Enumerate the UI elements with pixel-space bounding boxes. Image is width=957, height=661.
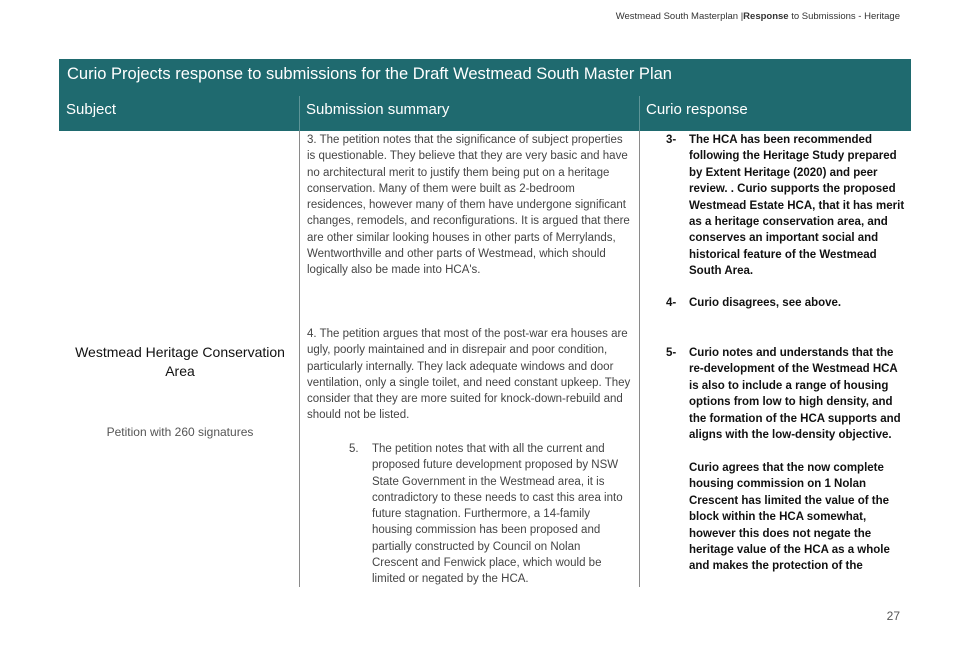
table-title: Curio Projects response to submissions for the Draft Westmead South Master Plan	[59, 59, 911, 96]
running-header	[616, 11, 900, 22]
response-item-3-text: The HCA has been recommended following the Heritage Study prepared by Extent Heritage (2020) and peer review. . Curio supports the proposed Westmead Estate HCA, that it has merit as a heritage conservation area, and conserves an important social and historical feature of the Westmead South Area.	[689, 134, 905, 278]
column-divider	[639, 131, 640, 587]
column-header-summary: Submission summary	[299, 96, 639, 131]
header-prefix: Westmead South Masterplan |	[615, 11, 744, 22]
column-header-subject: Subject	[59, 96, 299, 131]
subject-title: Westmead Heritage Conservation Area	[75, 344, 285, 379]
response-item-5-text: Curio notes and understands that the re-development of the Westmead HCA is also to include a range of housing options from low to high density, and the formation of the HCA supports and aligns with the low-density objective.	[689, 347, 901, 442]
response-item-4-number: 4-	[666, 297, 677, 309]
summary-item-5-number: 5.	[349, 443, 359, 455]
response-item-5-continued: Curio agrees that the now complete housing commission on 1 Nolan Crescent has limited the value of the block within the HCA somewhat, however this does not negate the heritage value of the HCA as a whole and makes the protection of the	[689, 462, 890, 573]
header-divider	[639, 96, 640, 131]
subject-subtitle: Petition with 260 signatures	[106, 425, 254, 439]
column-header-response: Curio response	[639, 96, 911, 131]
summary-item-5-text: The petition notes that with all the current and proposed future development proposed by NSW State Government in the Westmead area, it is contradictory to these needs to cast this area into future stagnation. Furthermore, a 14-family housing commission has been proposed and partially constructed by Council on Nolan Crescent and Fenwick place, which would be limited or negated by the HCA.	[372, 443, 623, 586]
header-bold: Response	[743, 11, 789, 22]
summary-item-4: 4. The petition argues that most of the post-war era houses are ugly, poorly maintained and in disrepair and poor condition, particularly internally. They lack adequate windows and door ventilation, only a single toilet, and need constant upkeep. They consider that they are more suited for knock-down-rebuild and should not be listed.	[307, 328, 631, 422]
summary-item-3: 3. The petition notes that the significance of subject properties is questionable. They believe that they are very basic and have no architectural merit to justify them being put on a heritage conservation. Many of them were built as 2-bedroom residences, however many of them have undergone significant changes, remodels, and reconfigurations. It is argued that there are other similar looking houses in other parts of Merrylands, Wentworthville and other parts of Westmead, which should logically also be made into HCA's.	[307, 134, 630, 277]
response-item-4-text: Curio disagrees, see above.	[689, 297, 842, 309]
page-number: 27	[886, 609, 900, 623]
response-item-3-number: 3-	[666, 134, 677, 146]
header-divider	[299, 96, 300, 131]
header-suffix: to Submissions - Heritage	[788, 11, 900, 22]
response-item-5-number: 5-	[666, 347, 677, 359]
